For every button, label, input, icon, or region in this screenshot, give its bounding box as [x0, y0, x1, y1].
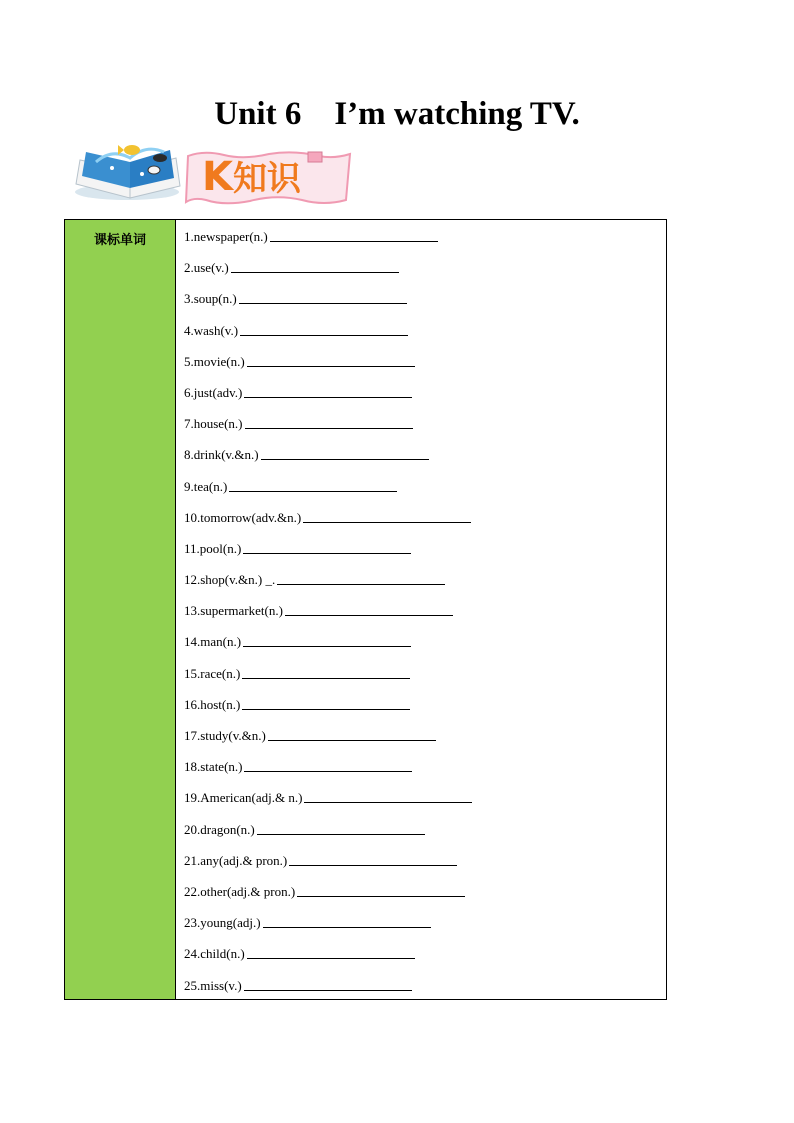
answer-blank[interactable]: [304, 787, 472, 803]
list-item: [184, 288, 666, 319]
list-item: [184, 413, 666, 444]
list-item: [184, 881, 666, 912]
word-prompt: 8.drink(v.&n.): [184, 447, 259, 463]
list-item: [184, 444, 666, 475]
answer-blank[interactable]: [270, 226, 438, 242]
word-prompt: 5.movie(n.): [184, 353, 245, 369]
answer-blank[interactable]: [242, 694, 410, 710]
answer-blank[interactable]: [247, 351, 415, 367]
answer-blank[interactable]: [240, 320, 408, 336]
word-prompt: 17.study(v.&n.): [184, 728, 266, 743]
word-prompt: 11.pool(n.): [184, 540, 242, 556]
word-prompt: 18.state(n.): [184, 759, 243, 775]
word-prompt: 23.young(adj.): [184, 915, 261, 931]
answer-blank[interactable]: [257, 819, 425, 835]
word-prompt: 6.just(adv.): [184, 384, 243, 400]
answer-blank[interactable]: [277, 569, 445, 585]
answer-blank[interactable]: [261, 444, 429, 460]
list-item: [184, 476, 666, 507]
vocabulary-label-cell: [65, 220, 176, 999]
answer-blank[interactable]: [229, 476, 397, 492]
word-prompt: 24.child(n.): [184, 946, 245, 962]
word-prompt: 14.man(n.): [184, 634, 242, 650]
word-prompt: 12.shop(v.&n.) _.: [184, 572, 276, 588]
answer-blank[interactable]: [245, 413, 413, 429]
list-item: [184, 819, 666, 850]
list-item: [184, 600, 666, 631]
knowledge-section-header: [72, 140, 372, 210]
page-title: Unit 6 I’m watching TV.: [214, 96, 580, 132]
word-prompt: 16.host(n.): [184, 696, 241, 712]
list-item: [184, 320, 666, 351]
word-prompt: 13.supermarket(n.): [184, 603, 283, 619]
list-item: [184, 725, 666, 756]
vocabulary-table: [64, 219, 667, 1000]
answer-blank[interactable]: [244, 975, 412, 991]
answer-blank[interactable]: [289, 850, 457, 866]
list-item: [184, 631, 666, 662]
word-prompt: 25.miss(v.): [184, 977, 242, 993]
list-item: [184, 787, 666, 818]
answer-blank[interactable]: [247, 943, 415, 959]
answer-blank[interactable]: [285, 600, 453, 616]
word-prompt: 21.any(adj.& pron.): [184, 852, 288, 868]
word-prompt: 1.newspaper(n.): [184, 229, 268, 244]
answer-blank[interactable]: [303, 507, 471, 523]
word-prompt: 20.dragon(n.): [184, 821, 255, 837]
vocabulary-label: 课标单词: [93, 233, 146, 248]
answer-blank[interactable]: [231, 257, 399, 273]
word-prompt: 4.wash(v.): [184, 322, 239, 338]
answer-blank[interactable]: [244, 382, 412, 398]
word-prompt: 22.other(adj.& pron.): [184, 883, 296, 899]
answer-blank[interactable]: [268, 725, 436, 741]
word-prompt: 10.tomorrow(adv.&n.): [184, 509, 302, 525]
vocabulary-list: [176, 220, 666, 999]
list-item: [184, 382, 666, 413]
list-item: [184, 569, 666, 600]
answer-blank[interactable]: [242, 663, 410, 679]
list-item: [184, 538, 666, 569]
banner-letter: K: [202, 154, 233, 200]
answer-blank[interactable]: [243, 631, 411, 647]
word-prompt: 2.use(v.): [184, 260, 229, 276]
list-item: [184, 943, 666, 974]
word-prompt: 3.soup(n.): [184, 291, 237, 307]
banner-title: 知识: [233, 159, 301, 199]
list-item: [184, 975, 666, 1006]
open-book-illustration-icon: [72, 140, 192, 206]
list-item: [184, 912, 666, 943]
word-prompt: 15.race(n.): [184, 665, 241, 681]
word-prompt: 19.American(adj.& n.): [184, 790, 303, 806]
section-banner-label: [202, 154, 301, 200]
answer-blank[interactable]: [263, 912, 431, 928]
answer-blank[interactable]: [297, 881, 465, 897]
list-item: [184, 694, 666, 725]
list-item: [184, 226, 666, 257]
list-item: [184, 507, 666, 538]
list-item: [184, 850, 666, 881]
answer-blank[interactable]: [244, 756, 412, 772]
list-item: [184, 756, 666, 787]
answer-blank[interactable]: [243, 538, 411, 554]
list-item: [184, 663, 666, 694]
answer-blank[interactable]: [239, 288, 407, 304]
list-item: [184, 351, 666, 382]
word-prompt: 9.tea(n.): [184, 478, 228, 494]
list-item: [184, 257, 666, 288]
word-prompt: 7.house(n.): [184, 416, 243, 432]
